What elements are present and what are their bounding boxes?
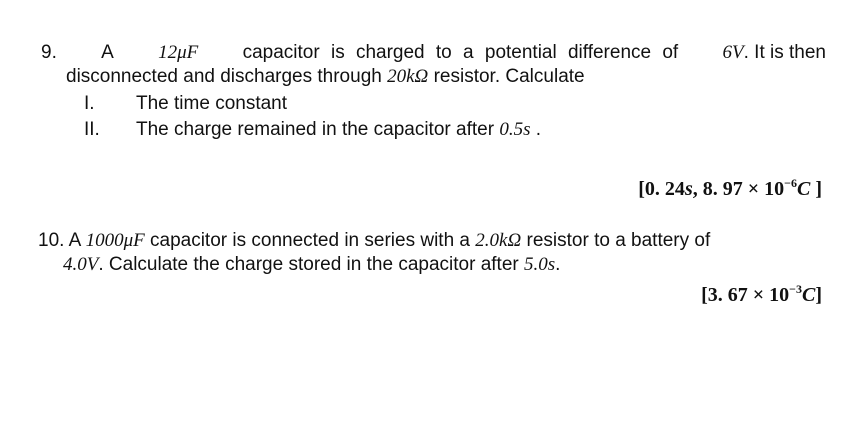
question-10-text-c: resistor to a battery of xyxy=(526,230,711,251)
question-10-text-e: . xyxy=(555,254,561,275)
question-9-line-2 xyxy=(41,65,826,89)
part-2-end: . xyxy=(535,119,542,140)
question-9-voltage: 6V xyxy=(722,42,744,63)
question-9-part-1 xyxy=(84,92,287,116)
answer-10-exponent: −3 xyxy=(789,282,802,296)
question-10-word-a: A xyxy=(68,230,81,251)
answer-10-unit: C xyxy=(801,284,816,306)
question-9 xyxy=(41,41,826,89)
question-9-text-e: resistor. Calculate xyxy=(433,66,585,87)
question-9-line-1 xyxy=(41,41,826,65)
part-1-numeral: I. xyxy=(84,93,95,114)
answer-10-open: [3. 67 × 10 xyxy=(701,284,790,306)
question-9-answer xyxy=(638,178,822,201)
question-10 xyxy=(38,229,828,277)
question-10-resistance: 2.0kΩ xyxy=(475,230,522,251)
answer-9-unit-1: s xyxy=(684,178,693,200)
question-10-line-1 xyxy=(38,229,828,253)
question-9-voltage-group xyxy=(723,41,826,65)
answer-9-mid: , 8. 97 × 10 xyxy=(692,178,785,200)
question-10-time: 5.0s xyxy=(524,254,556,275)
part-1-text: The time constant xyxy=(136,93,288,114)
question-10-number: 10. xyxy=(38,230,65,251)
question-9-text-d: disconnected and discharges through xyxy=(66,66,382,87)
question-9-resistance: 20kΩ xyxy=(387,66,429,87)
question-9-text-c: . It is then xyxy=(743,42,826,63)
part-2-numeral: II. xyxy=(84,119,100,140)
question-10-capacitance: 1000μF xyxy=(85,230,145,251)
answer-9-close: ] xyxy=(810,178,822,200)
question-10-answer xyxy=(701,284,822,307)
question-10-text-b: capacitor is connected in series with a xyxy=(150,230,470,251)
question-9-text-b: capacitor is charged to a potential difference of xyxy=(242,42,679,63)
part-2-time: 0.5s xyxy=(499,119,531,140)
answer-9-exponent: −6 xyxy=(784,176,797,190)
question-9-number: 9. xyxy=(41,42,57,63)
question-9-capacitance: 12μF xyxy=(158,42,199,63)
question-9-part-2 xyxy=(84,118,541,142)
question-10-text-d: . Calculate the charge stored in the capacitor after xyxy=(98,254,519,275)
answer-9-unit-2: C xyxy=(796,178,811,200)
question-9-word-a: A xyxy=(101,42,114,63)
answer-9-open: [0. 24 xyxy=(638,178,685,200)
part-2-text: The charge remained in the capacitor after xyxy=(136,119,495,140)
question-10-voltage: 4.0V xyxy=(63,254,99,275)
question-10-line-2 xyxy=(38,253,828,277)
answer-10-close: ] xyxy=(815,284,822,306)
